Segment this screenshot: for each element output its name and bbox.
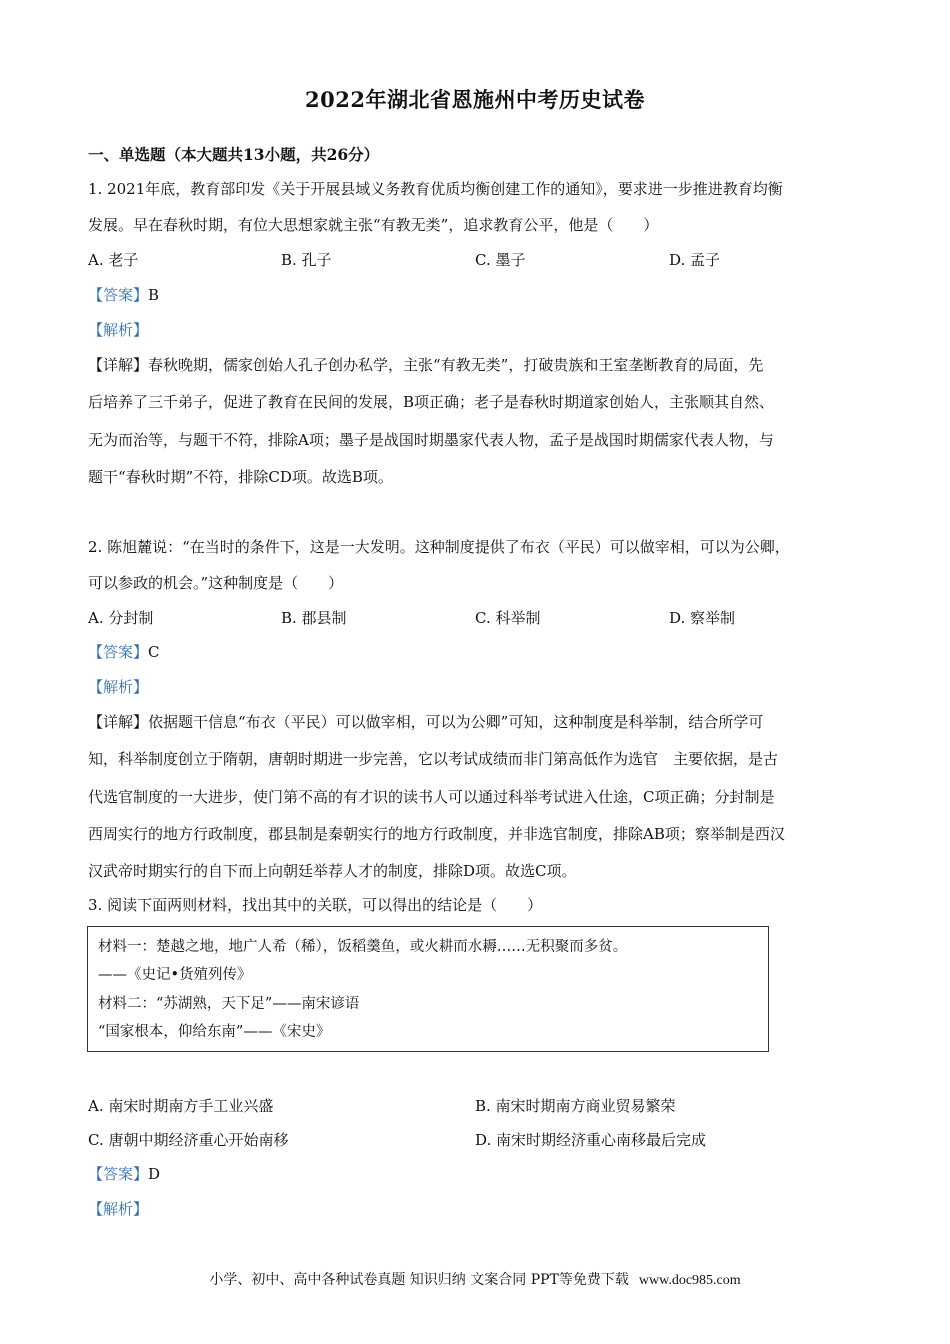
q3-option-a: A. 南宋时期南方手工业兴盛 bbox=[88, 1097, 274, 1115]
material-box bbox=[87, 926, 769, 1052]
section-heading: 一、单选题（本大题共13小题，共26分） bbox=[88, 145, 380, 164]
footer-text: 小学、初中、高中各种试卷真题 知识归纳 文案合同 PPT等免费下载 bbox=[209, 1272, 629, 1288]
q2-analysis-label: 【解析】 bbox=[88, 678, 149, 696]
q1-detail-line2: 后培养了三千弟子，促进了教育在民间的发展，B项正确；老子是春秋时期道家创始人，主张顺其自然、 bbox=[88, 393, 775, 411]
page-footer bbox=[0, 1269, 950, 1289]
q3-stem-line1: 3. 阅读下面两则材料，找出其中的关联，可以得出的结论是（ ） bbox=[88, 896, 543, 914]
detail-label: 【详解】 bbox=[88, 356, 149, 374]
page-title: 2022年湖北省恩施州中考历史试卷 bbox=[305, 87, 645, 112]
material-line2: ——《史记•货殖列传》 bbox=[98, 967, 252, 983]
q2-option-c: C. 科举制 bbox=[475, 609, 541, 627]
q2-detail-line1 bbox=[88, 711, 763, 732]
q2-option-a: A. 分封制 bbox=[88, 609, 154, 627]
q3-option-d: D. 南宋时期经济重心南移最后完成 bbox=[475, 1131, 707, 1149]
q3-option-b: B. 南宋时期南方商业贸易繁荣 bbox=[475, 1097, 676, 1115]
detail-label: 【详解】 bbox=[88, 713, 149, 731]
answer-label: 【答案】 bbox=[88, 643, 149, 661]
material-line3: 材料二：“苏湖熟，天下足”——南宋谚语 bbox=[98, 996, 360, 1012]
q1-option-d: D. 孟子 bbox=[669, 251, 721, 269]
q1-answer bbox=[88, 284, 159, 305]
q2-detail-line3: 代选官制度的一大进步，使门第不高的有才识的读书人可以通过科举考试进入仕途，C项正确；分封制是 bbox=[88, 788, 775, 806]
answer-label: 【答案】 bbox=[88, 1165, 149, 1183]
answer-value: C bbox=[148, 643, 160, 661]
q3-answer bbox=[88, 1163, 160, 1184]
detail-text: 依据题干信息“布衣（平民）可以做宰相，可以为公卿”可知，这种制度是科举制，结合所学可 bbox=[148, 713, 764, 731]
q1-detail-line1 bbox=[88, 354, 763, 375]
q1-option-b: B. 孔子 bbox=[281, 251, 332, 269]
answer-label: 【答案】 bbox=[88, 286, 149, 304]
q2-stem-line1: 2. 陈旭麓说：“在当时的条件下，这是一大发明。这种制度提供了布衣（平民）可以做宰相，可以为公卿， bbox=[88, 538, 790, 556]
q1-analysis-label: 【解析】 bbox=[88, 321, 149, 339]
answer-value: D bbox=[148, 1165, 161, 1183]
answer-value: B bbox=[148, 286, 160, 304]
q2-detail-line5: 汉武帝时期实行的自下而上向朝廷举荐人才的制度，排除D项。故选C项。 bbox=[88, 862, 577, 880]
q1-option-c: C. 墨子 bbox=[475, 251, 526, 269]
footer-url[interactable]: www.doc985.com bbox=[638, 1273, 741, 1288]
q2-detail-line2: 知，科举制度创立于隋朝，唐朝时期进一步完善，它以考试成绩而非门第高低作为选官 主要依据，是古 bbox=[88, 750, 779, 768]
q2-answer bbox=[88, 641, 160, 662]
q2-detail-line4: 西周实行的地方行政制度，郡县制是秦朝实行的地方行政制度，并非选官制度，排除AB项；察举制是西汉 bbox=[88, 825, 785, 843]
q2-option-b: B. 郡县制 bbox=[281, 609, 347, 627]
detail-text: 春秋晚期，儒家创始人孔子创办私学，主张“有教无类”，打破贵族和王室垄断教育的局面，先 bbox=[148, 356, 764, 374]
q2-option-d: D. 察举制 bbox=[669, 609, 736, 627]
q1-detail-line4: 题干“春秋时期”不符，排除CD项。故选B项。 bbox=[88, 468, 393, 486]
q1-stem-line2: 发展。早在春秋时期，有位大思想家就主张“有教无类”，追求教育公平，他是（ ） bbox=[88, 216, 659, 234]
material-line4: “国家根本，仰给东南”——《宋史》 bbox=[98, 1024, 331, 1040]
q1-detail-line3: 无为而治等，与题干不符，排除A项；墨子是战国时期墨家代表人物，孟子是战国时期儒家代表人物，与 bbox=[88, 431, 774, 449]
q3-analysis-label: 【解析】 bbox=[88, 1200, 149, 1218]
q1-option-a: A. 老子 bbox=[88, 251, 139, 269]
material-line1: 材料一：楚越之地，地广人希（稀），饭稻羹鱼，或火耕而水耨……无积聚而多贫。 bbox=[98, 939, 628, 955]
q3-option-c: C. 唐朝中期经济重心开始南移 bbox=[88, 1131, 289, 1149]
q1-stem-line1: 1. 2021年底，教育部印发《关于开展县域义务教育优质均衡创建工作的通知》，要求进一步推进教育均衡 bbox=[88, 180, 783, 198]
q2-stem-line2: 可以参政的机会。”这种制度是（ ） bbox=[88, 574, 344, 592]
